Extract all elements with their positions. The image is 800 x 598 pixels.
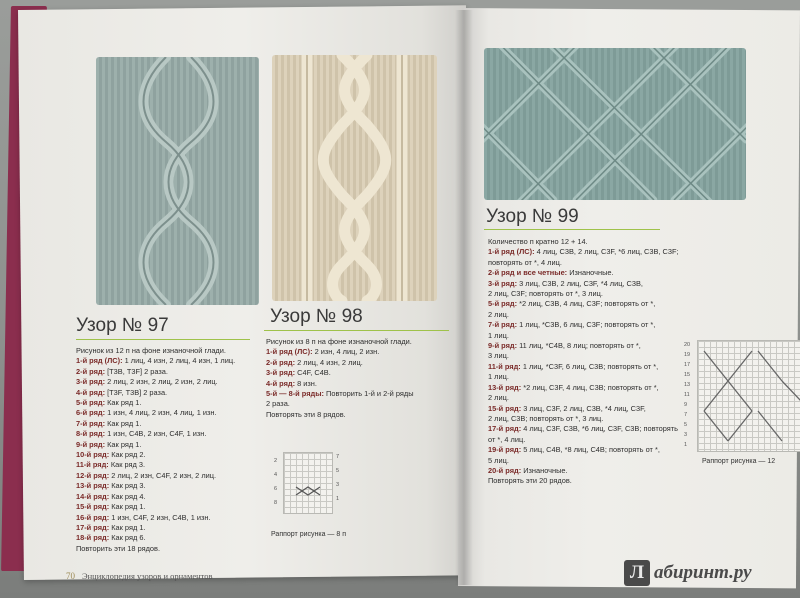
pattern-99-chart-caption: Раппорт рисунка — 12 — [702, 458, 776, 465]
pattern-99-row-text: 11 лиц, *С4В, 8 лиц; повторять от *, — [517, 341, 641, 351]
pattern-97-row-text: Как ряд 1. — [109, 522, 146, 532]
pattern-97-row-text: Как ряд 1. — [105, 398, 142, 408]
page-footer-title: Энциклопедия узоров и орнаментов — [82, 571, 213, 581]
pattern-97-row — [76, 481, 235, 491]
pattern-97-row-label: 17-й ряд: — [76, 522, 110, 532]
pattern-99-row — [488, 247, 679, 257]
pattern-98-divider — [264, 330, 449, 331]
pattern-98-row-text: Повторить 1-й и 2-й ряды — [323, 389, 414, 399]
pattern-98-row-text: 2 изн, 4 лиц, 2 изн. — [312, 347, 380, 357]
pattern-99-title: Узор № 99 — [486, 206, 579, 227]
pattern-98-row-text: 8 изн. — [295, 378, 317, 388]
pattern-98-chart — [283, 452, 333, 514]
pattern-97-row-text: 2 лиц, 2 изн, 2 лиц, 2 изн, 2 лиц. — [105, 377, 218, 387]
pattern-97-row — [76, 398, 235, 408]
pattern-99-row-label: 19-й ряд: — [488, 445, 522, 455]
pattern-98-intro: Рисунок из 8 п на фоне изнаночной глади. — [266, 337, 412, 346]
pattern-99-row — [488, 424, 679, 434]
pattern-99-row — [488, 476, 679, 486]
pattern-98-row — [266, 368, 414, 378]
pattern-97-row-label: 11-й ряд: — [76, 460, 109, 470]
page-number: 70 — [66, 571, 75, 581]
pattern-99-row — [488, 393, 679, 403]
pattern-98-chart-caption: Раппорт рисунка — 8 п — [271, 531, 346, 538]
pattern-98-row-text: 2 раза. — [266, 399, 290, 409]
pattern-99-row — [488, 372, 679, 382]
pattern-97-title: Узор № 97 — [76, 315, 169, 336]
pattern-98-row — [266, 347, 414, 357]
pattern-99-chart-row-num: 11 — [684, 392, 690, 398]
pattern-98-row-label: 1-й ряд (ЛС): — [266, 347, 313, 357]
pattern-99-chart-row-num: 19 — [684, 352, 691, 358]
pattern-98-instructions — [266, 337, 414, 420]
pattern-98-row-label: 3-й ряд: — [266, 368, 296, 378]
watermark-badge: Л — [624, 560, 650, 586]
pattern-99-row — [488, 320, 679, 330]
pattern-99-row-label: 3-й ряд: — [488, 278, 518, 288]
pattern-99-row — [488, 289, 679, 299]
pattern-97-divider — [76, 339, 250, 340]
pattern-98-row-label: 5-й — 8-й ряды: — [266, 389, 324, 399]
pattern-97-row — [76, 419, 235, 429]
pattern-99-row — [488, 268, 679, 278]
pattern-99-row-text: 2 лиц, С3В; повторять от *, 3 лиц. — [488, 413, 604, 423]
pattern-99-row — [488, 435, 679, 445]
pattern-99-row-text: *2 лиц, С3В, 4 лиц, С3F; повторять от *, — [517, 299, 656, 309]
labirint-watermark — [624, 558, 796, 590]
pattern-99-row-label: 1-й ряд (ЛС): — [488, 247, 535, 257]
pattern-97-row-text: 1 изн, 4 лиц, 2 изн, 4 лиц, 1 изн. — [105, 408, 217, 418]
pattern-99-row-text: 1 лиц, *С3В, 6 лиц, С3F; повторять от *, — [517, 320, 656, 330]
pattern-97-row-text: 1 изн, С4В, 2 изн, С4F, 1 изн. — [105, 429, 207, 439]
pattern-99-chart-row-num: 5 — [684, 422, 688, 428]
pattern-97-row-label: 9-й ряд: — [76, 439, 106, 449]
pattern-97-row-text: [Т3В, Т3F] 2 раза. — [105, 366, 168, 376]
pattern-97-row-text: 1 изн, С4F, 2 изн, С4В, 1 изн. — [109, 512, 211, 522]
pattern-99-row — [488, 351, 679, 361]
pattern-99-row — [488, 299, 679, 309]
pattern-99-row — [488, 279, 679, 289]
pattern-99-row — [488, 466, 679, 476]
pattern-99-row — [488, 341, 679, 351]
pattern-99-row-text: Изнаночные. — [521, 465, 568, 475]
pattern-99-row — [488, 310, 679, 320]
pattern-97-row-label: 14-й ряд: — [76, 491, 110, 501]
pattern-99-chart-row-num: 15 — [684, 372, 691, 378]
pattern-97-row-label: 16-й ряд: — [76, 512, 110, 522]
pattern-97-row — [76, 471, 235, 481]
pattern-98-row-label: 2-й ряд: — [266, 357, 296, 367]
pattern-97-row-label: 2-й ряд: — [76, 366, 106, 376]
pattern-99-divider — [484, 229, 660, 230]
pattern-99-row — [488, 414, 679, 424]
watermark-text: абиринт.ру — [654, 562, 752, 583]
pattern-97-row-text: 1 лиц, 4 изн, 2 лиц, 4 изн, 1 лиц. — [122, 356, 236, 366]
pattern-99-row — [488, 362, 679, 372]
pattern-98-row — [266, 399, 414, 409]
pattern-97-row-label: 12-й ряд: — [76, 470, 110, 480]
pattern-99-chart-row-num: 17 — [684, 362, 691, 368]
pattern-99-row-label: 2-й ряд и все четные: — [488, 268, 568, 278]
pattern-97-row — [76, 450, 235, 460]
pattern-97-row-text: Как ряд 6. — [109, 533, 146, 543]
pattern-99-row — [488, 456, 679, 466]
pattern-99-row-label: 17-й ряд: — [488, 424, 522, 434]
pattern-98-row-label: 4-й ряд: — [266, 378, 296, 388]
pattern-97-row — [76, 388, 235, 398]
pattern-99-row-text: 2 лиц, С3F; повторять от *, 3 лиц. — [488, 289, 603, 299]
pattern-99-row-text: 2 лиц. — [488, 309, 509, 319]
pattern-99-chart-row-num: 20 — [684, 342, 691, 348]
pattern-98-title: Узор № 98 — [270, 306, 363, 327]
pattern-97-row — [76, 440, 235, 450]
pattern-99-row-text: 1 лиц, *С3F, 6 лиц, С3В; повторять от *, — [520, 361, 659, 371]
pattern-98-row-text: С4F, С4В. — [295, 368, 331, 378]
pattern-98-chart-row-8: 8 — [274, 500, 278, 506]
pattern-97-row — [76, 533, 235, 543]
pattern-97-row-label: 8-й ряд: — [76, 429, 106, 439]
pattern-99-row-text: 1 лиц. — [488, 330, 509, 340]
pattern-99-row-text: от *, 4 лиц. — [488, 434, 526, 444]
pattern-97-row-text: Как ряд 3. — [109, 481, 146, 491]
pattern-99-row-text: 1 лиц. — [488, 372, 509, 382]
pattern-99-intro: Количество п кратно 12 + 14. — [488, 237, 588, 246]
pattern-98-row-text: 2 лиц, 4 изн, 2 лиц. — [295, 357, 363, 367]
pattern-99-row-text: 5 лиц. — [488, 455, 509, 465]
pattern-99-chart — [697, 340, 800, 452]
pattern-99-photo — [484, 48, 746, 200]
pattern-97-row — [76, 460, 235, 470]
pattern-97-row-text: Как ряд 1. — [109, 502, 146, 512]
pattern-97-row — [76, 502, 235, 512]
pattern-97-row-text: Как ряд 4. — [109, 491, 146, 501]
pattern-98-photo — [272, 55, 437, 301]
pattern-97-row-text: Как ряд 1. — [105, 418, 142, 428]
pattern-97-row — [76, 492, 235, 502]
pattern-97-row-label: 13-й ряд: — [76, 481, 110, 491]
pattern-99-row-text: 4 лиц, С3В, 2 лиц, С3F, *6 лиц, С3В, С3F; — [534, 247, 679, 257]
pattern-98-row — [266, 379, 414, 389]
pattern-98-row — [266, 389, 414, 399]
pattern-99-chart-row-num: 7 — [684, 412, 688, 418]
pattern-97-row — [76, 356, 235, 366]
pattern-99-row-label: 13-й ряд: — [488, 382, 522, 392]
pattern-97-row — [76, 367, 235, 377]
pattern-97-row-label: 5-й ряд: — [76, 398, 106, 408]
pattern-98-chart-row-num-7: 7 — [336, 454, 340, 460]
pattern-97-row-text: Как ряд 3. — [108, 460, 146, 470]
pattern-99-row-text: 3 лиц. — [488, 351, 509, 361]
pattern-97-row-label: 10-й ряд: — [76, 450, 110, 460]
pattern-97-intro: Рисунок из 12 п на фоне изнаночной глади. — [76, 346, 226, 355]
pattern-99-row-label: 9-й ряд: — [488, 341, 518, 351]
pattern-98-chart-row-num-5: 5 — [336, 468, 340, 474]
pattern-98-repeat: Повторять эти 8 рядов. — [266, 409, 346, 419]
pattern-99-row-label: 11-й ряд: — [488, 361, 521, 371]
pattern-98-row — [266, 358, 414, 368]
pattern-99-row-text: 3 лиц, С3В, 2 лиц, С3F, *4 лиц, С3В, — [517, 278, 643, 288]
pattern-97-row-label: 18-й ряд: — [76, 533, 110, 543]
pattern-97-row — [76, 513, 235, 523]
pattern-99-row-text: 3 лиц, С3F, 2 лиц, С3В, *4 лиц, С3F, — [521, 403, 646, 413]
pattern-98-chart-row-num-3: 3 — [336, 482, 340, 488]
pattern-97-row-label: 1-й ряд (ЛС): — [76, 356, 123, 366]
pattern-99-chart-row-num: 3 — [684, 432, 688, 438]
pattern-97-row-label: 6-й ряд: — [76, 408, 106, 418]
pattern-99-row — [488, 258, 679, 268]
pattern-97-row — [76, 408, 235, 418]
pattern-99-chart-row-num: 13 — [684, 382, 691, 388]
pattern-97-row — [76, 377, 235, 387]
pattern-99-row-text: Изнаночные. — [567, 268, 614, 278]
pattern-97-row-text: Как ряд 1. — [105, 439, 142, 449]
pattern-97-row-label: 7-й ряд: — [76, 418, 106, 428]
pattern-98-chart-row-num-1: 1 — [336, 496, 340, 502]
pattern-97-row-text: 2 лиц, 2 изн, С4F, 2 изн, 2 лиц. — [109, 470, 217, 480]
pattern-97-photo — [96, 57, 259, 305]
pattern-99-row — [488, 331, 679, 341]
pattern-97-row-text: Как ряд 2. — [109, 450, 146, 460]
book-gutter — [455, 10, 473, 585]
pattern-99-row-label: 15-й ряд: — [488, 403, 522, 413]
pattern-97-instructions — [76, 346, 235, 554]
pattern-99-row-label: 7-й ряд: — [488, 320, 518, 330]
pattern-98-chart-row-4: 4 — [274, 472, 278, 478]
pattern-99-row-label: 5-й ряд: — [488, 299, 518, 309]
pattern-99-row — [488, 383, 679, 393]
pattern-97-row-label: 3-й ряд: — [76, 377, 106, 387]
pattern-98-chart-row-2: 2 — [274, 458, 278, 464]
pattern-99-row-text: 5 лиц, С4В, *8 лиц, С4В; повторять от *, — [521, 445, 660, 455]
pattern-99-instructions — [488, 237, 679, 487]
pattern-97-repeat: Повторить эти 18 рядов. — [76, 543, 161, 553]
pattern-99-row-label: 20-й ряд: — [488, 465, 522, 475]
pattern-99-row-text: повторять от *, 4 лиц. — [488, 257, 562, 267]
pattern-98-chart-row-6: 6 — [274, 486, 278, 492]
pattern-99-chart-row-num: 1 — [684, 442, 688, 448]
pattern-97-row — [76, 429, 235, 439]
pattern-97-row-label: 15-й ряд: — [76, 502, 110, 512]
pattern-99-row-text: 4 лиц, С3F, С3В, *6 лиц, С3F, С3В; повторять — [521, 424, 679, 434]
pattern-99-row — [488, 445, 679, 455]
pattern-97-row-label: 4-й ряд: — [76, 387, 106, 397]
pattern-99-row-text: *2 лиц, С3F, 4 лиц, С3В; повторять от *, — [521, 382, 659, 392]
pattern-99-row-text: 2 лиц. — [488, 393, 509, 403]
pattern-97-row — [76, 523, 235, 533]
pattern-99-chart-row-num: 9 — [684, 402, 688, 408]
pattern-97-row-text: [Т3F, Т3В] 2 раза. — [105, 387, 168, 397]
pattern-99-row-text: Повторять эти 20 рядов. — [488, 476, 572, 486]
pattern-99-row — [488, 404, 679, 414]
